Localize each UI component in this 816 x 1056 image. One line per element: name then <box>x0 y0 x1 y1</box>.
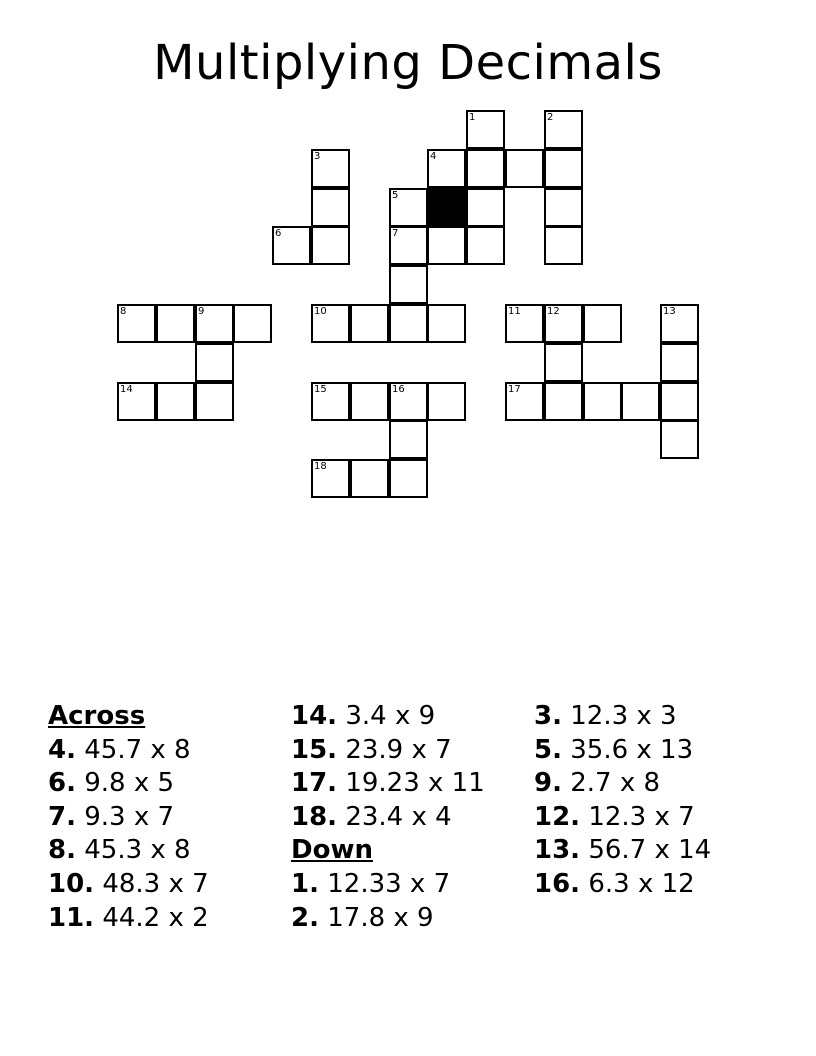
clue-number: 10. <box>48 868 95 899</box>
clue-text: 12.33 x 7 <box>327 868 451 899</box>
clue-across-7 <box>48 801 209 835</box>
clue-number: 3. <box>534 701 562 731</box>
cell-number: 4 <box>430 151 437 162</box>
crossword-cell[interactable] <box>544 343 583 382</box>
crossword-cell[interactable] <box>389 459 428 498</box>
clues-column-2 <box>291 700 485 935</box>
clue-number: 13. <box>534 835 581 866</box>
across-heading: Across <box>48 701 146 731</box>
clue-number: 14. <box>291 701 338 731</box>
crossword-cell[interactable] <box>311 304 350 343</box>
crossword-cell[interactable] <box>660 343 699 382</box>
clue-number: 18. <box>291 801 338 832</box>
clue-down-13 <box>534 834 711 868</box>
crossword-cell[interactable] <box>505 149 544 188</box>
cell-number: 11 <box>508 306 521 317</box>
cell-number: 2 <box>547 112 554 123</box>
crossword-cell[interactable] <box>233 304 272 343</box>
clue-text: 45.7 x 8 <box>84 734 191 765</box>
clue-down-16 <box>534 868 711 902</box>
cell-number: 16 <box>392 384 405 395</box>
crossword-cell[interactable] <box>350 459 389 498</box>
crossword-cell[interactable] <box>427 304 466 343</box>
clue-down-1 <box>291 868 485 902</box>
crossword-cell[interactable] <box>583 382 622 421</box>
crossword-cell[interactable] <box>195 343 234 382</box>
page-title: Multiplying Decimals <box>153 35 663 91</box>
cell-number: 3 <box>314 151 321 162</box>
clue-text: 12.3 x 3 <box>570 701 677 731</box>
clue-number: 6. <box>48 768 76 799</box>
crossword-cell[interactable] <box>117 304 156 343</box>
cell-number: 8 <box>120 306 127 317</box>
clue-text: 56.7 x 14 <box>588 835 712 866</box>
clue-text: 19.23 x 11 <box>345 768 485 799</box>
crossword-cell[interactable] <box>621 382 660 421</box>
clue-across-15 <box>291 734 485 768</box>
crossword-cell[interactable] <box>466 226 505 265</box>
clue-text: 9.3 x 7 <box>84 801 175 832</box>
cell-number: 14 <box>120 384 133 395</box>
clue-down-12 <box>534 801 711 835</box>
crossword-cell[interactable] <box>660 420 699 459</box>
clues-column-3 <box>534 700 711 902</box>
cell-number: 15 <box>314 384 327 395</box>
clue-text: 9.8 x 5 <box>84 768 175 799</box>
clue-text: 2.7 x 8 <box>570 768 661 799</box>
clue-text: 48.3 x 7 <box>102 868 209 899</box>
clue-down-5 <box>534 734 711 768</box>
clue-text: 45.3 x 8 <box>84 835 191 866</box>
crossword-cell[interactable] <box>350 304 389 343</box>
crossword-cell[interactable] <box>544 149 583 188</box>
clue-across-14 <box>291 700 485 734</box>
clue-text: 17.8 x 9 <box>327 902 434 933</box>
black-square <box>427 188 466 227</box>
crossword-cell[interactable] <box>389 382 428 421</box>
clue-number: 16. <box>534 868 581 899</box>
crossword-cell[interactable] <box>389 265 428 304</box>
clue-across-17 <box>291 767 485 801</box>
crossword-cell[interactable] <box>505 304 544 343</box>
cell-number: 7 <box>392 228 399 239</box>
clue-text: 23.4 x 4 <box>345 801 452 832</box>
clue-across-11 <box>48 902 209 936</box>
clue-number: 12. <box>534 801 581 832</box>
down-heading: Down <box>291 835 373 866</box>
crossword-cell[interactable] <box>195 304 234 343</box>
crossword-cell[interactable] <box>311 459 350 498</box>
clue-text: 12.3 x 7 <box>588 801 695 832</box>
clue-number: 9. <box>534 768 562 799</box>
cell-number: 13 <box>663 306 676 317</box>
clues-column-1 <box>48 700 209 935</box>
cell-number: 18 <box>314 461 327 472</box>
clue-across-6 <box>48 767 209 801</box>
crossword-cell[interactable] <box>544 110 583 149</box>
clue-number: 17. <box>291 768 338 799</box>
crossword-cell[interactable] <box>311 188 350 227</box>
crossword-cell[interactable] <box>466 149 505 188</box>
clue-across-8 <box>48 834 209 868</box>
clue-down-2 <box>291 902 485 936</box>
cell-number: 10 <box>314 306 327 317</box>
crossword-cell[interactable] <box>544 304 583 343</box>
crossword-cell[interactable] <box>583 304 622 343</box>
clue-number: 11. <box>48 902 95 933</box>
crossword-cell[interactable] <box>427 149 466 188</box>
clue-text: 35.6 x 13 <box>570 734 694 765</box>
crossword-cell[interactable] <box>389 188 428 227</box>
crossword-cell[interactable] <box>544 188 583 227</box>
clue-number: 5. <box>534 734 562 765</box>
crossword-cell[interactable] <box>427 226 466 265</box>
crossword-cell[interactable] <box>389 420 428 459</box>
clue-across-18 <box>291 801 485 835</box>
crossword-cell[interactable] <box>544 226 583 265</box>
crossword-cell[interactable] <box>389 304 428 343</box>
crossword-cell[interactable] <box>350 382 389 421</box>
crossword-cell[interactable] <box>660 382 699 421</box>
crossword-cell[interactable] <box>117 382 156 421</box>
clues-section <box>0 700 816 960</box>
clue-number: 4. <box>48 734 76 765</box>
clue-text: 6.3 x 12 <box>588 868 695 899</box>
clue-down-3 <box>534 700 711 734</box>
clue-number: 8. <box>48 835 76 866</box>
crossword-cell[interactable] <box>156 382 195 421</box>
clue-across-4 <box>48 734 209 768</box>
crossword-cell[interactable] <box>427 382 466 421</box>
clue-text: 3.4 x 9 <box>345 701 436 731</box>
clue-number: 15. <box>291 734 338 765</box>
crossword-cell[interactable] <box>311 149 350 188</box>
crossword-cell[interactable] <box>195 382 234 421</box>
cell-number: 1 <box>469 112 476 123</box>
crossword-cell[interactable] <box>544 382 583 421</box>
clue-text: 23.9 x 7 <box>345 734 452 765</box>
crossword-cell[interactable] <box>311 382 350 421</box>
crossword-cell[interactable] <box>505 382 544 421</box>
clue-across-10 <box>48 868 209 902</box>
crossword-cell[interactable] <box>389 226 428 265</box>
crossword-cell[interactable] <box>311 226 350 265</box>
cell-number: 9 <box>198 306 205 317</box>
clue-number: 7. <box>48 801 76 832</box>
cell-number: 17 <box>508 384 521 395</box>
crossword-cell[interactable] <box>466 110 505 149</box>
cell-number: 5 <box>392 190 399 201</box>
clue-text: 44.2 x 2 <box>102 902 209 933</box>
crossword-cell[interactable] <box>156 304 195 343</box>
crossword-cell[interactable] <box>660 304 699 343</box>
cell-number: 12 <box>547 306 560 317</box>
clue-number: 2. <box>291 902 319 933</box>
clue-number: 1. <box>291 868 319 899</box>
crossword-cell[interactable] <box>466 188 505 227</box>
cell-number: 6 <box>275 228 282 239</box>
clue-down-9 <box>534 767 711 801</box>
crossword-grid <box>0 0 816 520</box>
crossword-cell[interactable] <box>272 226 311 265</box>
